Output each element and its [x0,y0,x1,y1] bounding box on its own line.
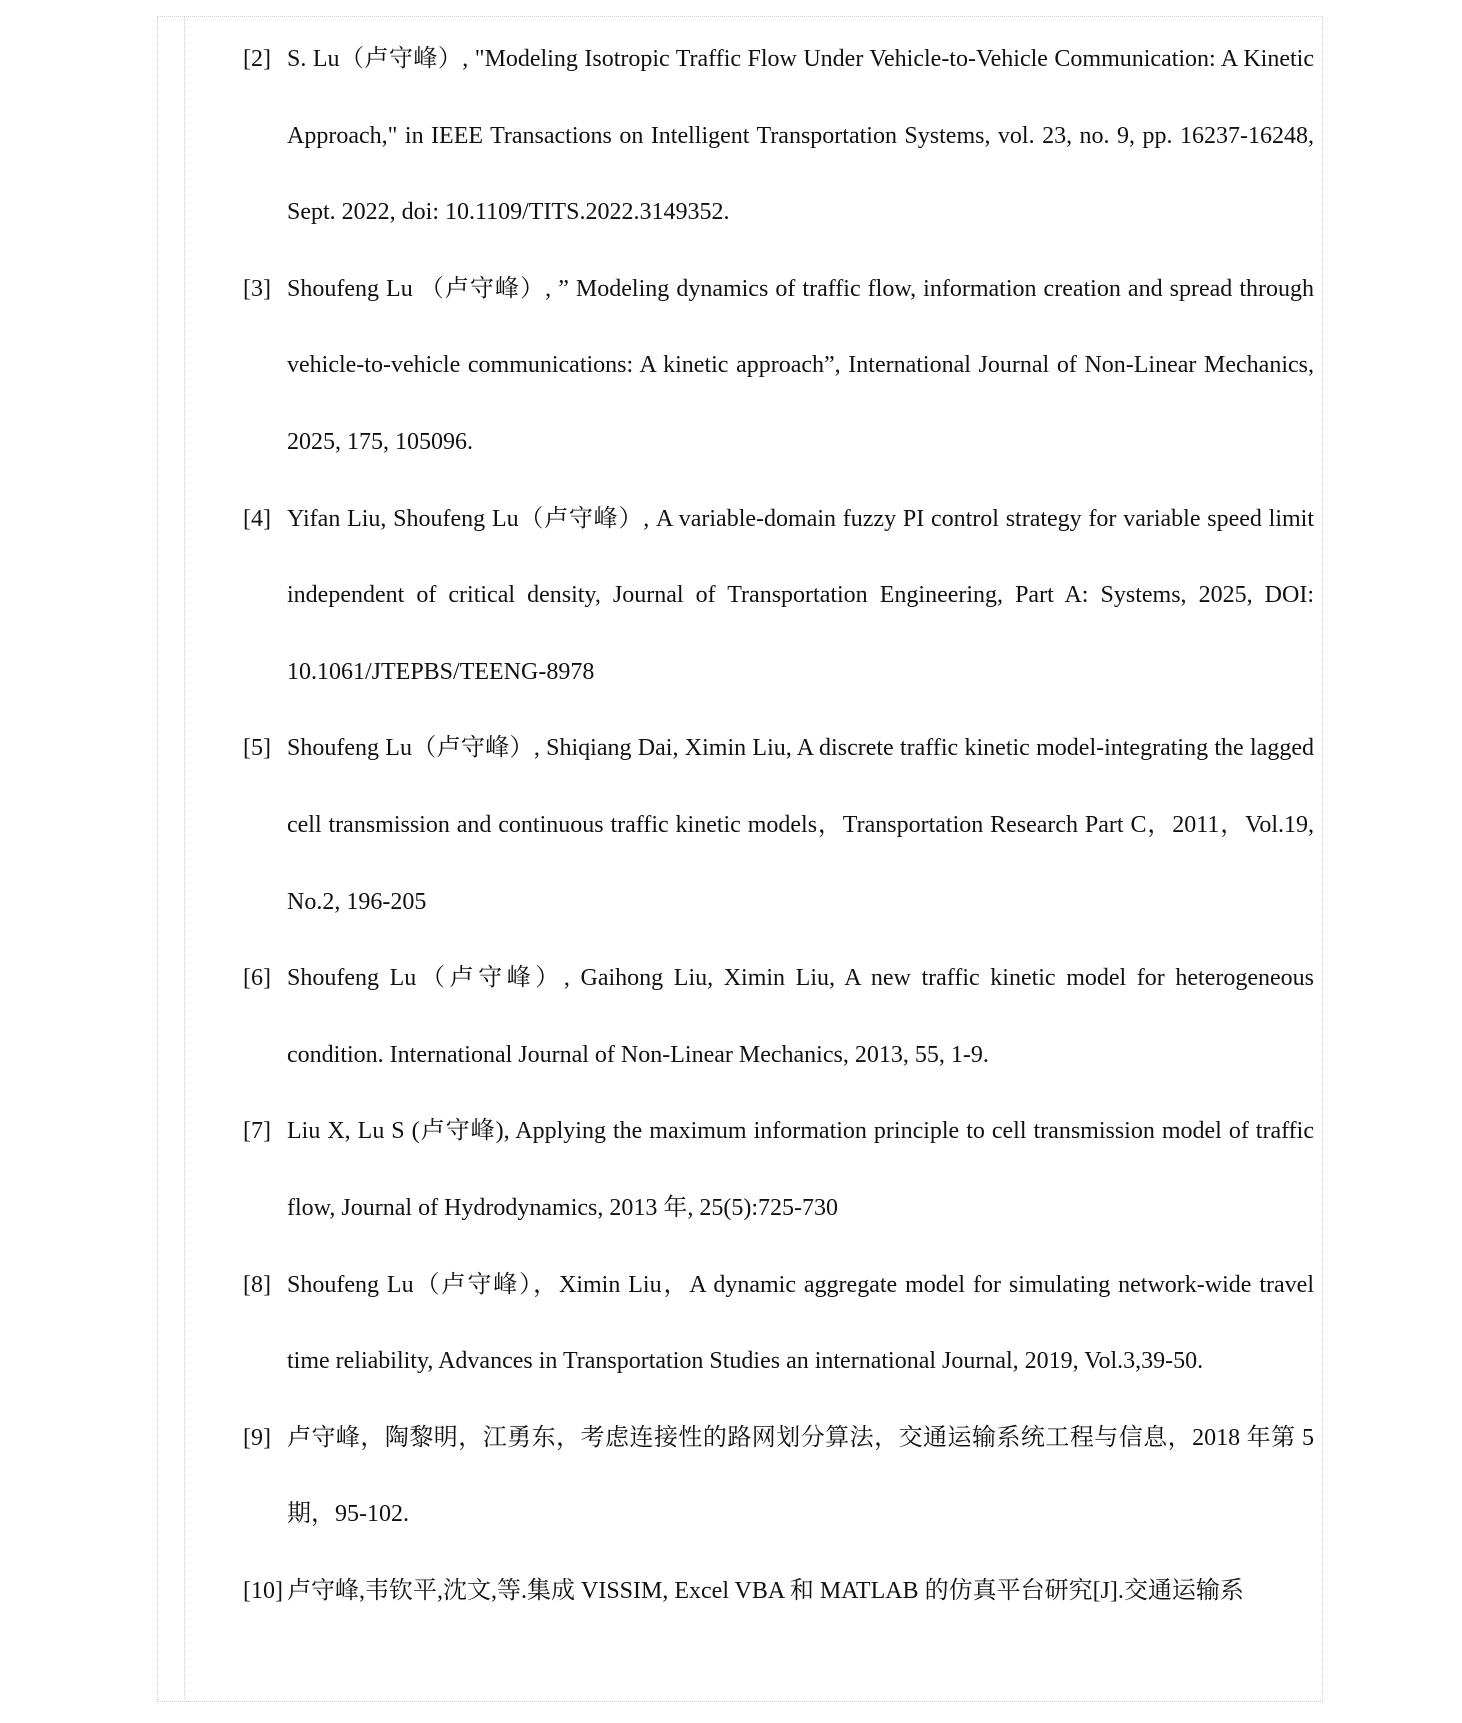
reference-item [243,1553,1314,1630]
page-margin-guide [184,16,185,1702]
reference-item [243,481,1314,711]
reference-number: [7] [243,1118,271,1145]
reference-item [243,940,1314,1093]
reference-number: [2] [243,46,271,72]
reference-item [243,1400,1314,1553]
reference-number: [8] [243,1271,271,1298]
reference-item [243,710,1314,940]
reference-item [243,251,1314,481]
reference-item [243,1247,1314,1400]
reference-text: Shoufeng Lu （卢守峰）, ” Modeling dynamics of traffic flow, information creation and spread through vehicle-to-vehicle communications: A kinetic approach”, International Journal of Non-Linear Mechanics, 2025, 175, 105096. [287,275,1314,455]
reference-text: 卢守峰，陶黎明，江勇东，考虑连接性的路网划分算法，交通运输系统工程与信息，2018 年第 5 期，95-102. [287,1424,1314,1528]
reference-text: Shoufeng Lu（卢守峰）, Gaihong Liu, Ximin Liu, A new traffic kinetic model for heterogeneous condition. International Journal of Non-Linear Mechanics, 2013, 55, 1-9. [287,965,1314,1068]
reference-list [243,21,1314,1629]
reference-number: [9] [243,1424,271,1451]
reference-text: 卢守峰,韦钦平,沈文,等.集成 VISSIM, Excel VBA 和 MATLAB 的仿真平台研究[J].交通运输系 [287,1577,1244,1604]
reference-text: Yifan Liu, Shoufeng Lu（卢守峰）, A variable-domain fuzzy PI control strategy for variable speed limit independent of critical density, Journal of Transportation Engineering, Part A: Systems, 2025, DOI: 10.1061/JTEPBS/TEENG-8978 [287,505,1314,685]
reference-text: Shoufeng Lu（卢守峰）, Shiqiang Dai, Ximin Liu, A discrete traffic kinetic model-integrating the lagged cell transmission and continuous traffic kinetic models，Transportation Research Part C，2011，Vol.19, No.2, 196-205 [287,735,1314,915]
reference-text: S. Lu（卢守峰）, "Modeling Isotropic Traffic Flow Under Vehicle-to-Vehicle Communication: A Kinetic Approach," in IEEE Transactions on Intelligent Transportation Systems, vol. 23, no. 9, pp. 16237-16248, Sept. 2022, doi: 10.1109/TITS.2022.3149352. [287,46,1314,226]
reference-number: [10] [243,1577,283,1604]
reference-number: [4] [243,505,271,532]
reference-number: [3] [243,275,271,302]
reference-number: [6] [243,965,271,992]
reference-item [243,1093,1314,1246]
reference-text: Liu X, Lu S (卢守峰), Applying the maximum information principle to cell transmission model of traffic flow, Journal of Hydrodynamics, 2013 年, 25(5):725-730 [287,1118,1314,1221]
reference-item [243,21,1314,251]
reference-text: Shoufeng Lu（卢守峰），Ximin Liu，A dynamic aggregate model for simulating network-wide travel time reliability, Advances in Transportation Studies an international Journal, 2019, Vol.3,39-50. [287,1271,1314,1375]
reference-number: [5] [243,735,271,762]
